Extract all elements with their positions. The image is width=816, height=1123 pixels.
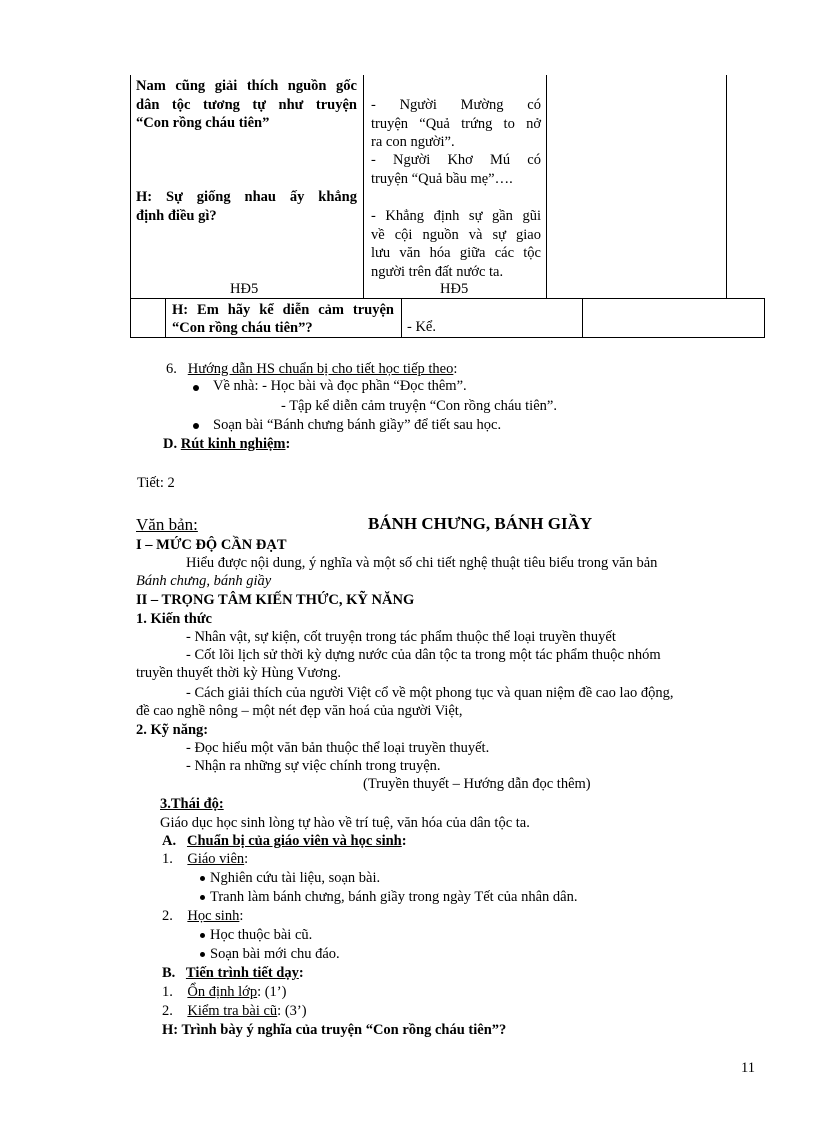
guide-item-home-2: - Tập kể diễn cảm truyện “Con rồng cháu tiên”.	[281, 398, 557, 414]
bullet-icon	[200, 933, 205, 938]
text-label: Văn bản:	[136, 515, 198, 534]
lesson-number: Tiết: 2	[137, 475, 175, 491]
table-border	[130, 298, 765, 299]
table-border	[401, 298, 402, 338]
review-question: H: Trình bày ý nghĩa của truyện “Con rồng cháu tiên”?	[162, 1022, 507, 1038]
activity-label: HĐ5	[440, 281, 469, 297]
table-cell-question-1: Nam cũng giải thích nguồn gốc dân tộc tương tự như truyện “Con rồng cháu tiên”	[136, 78, 357, 131]
teacher-item: Nghiên cứu tài liệu, soạn bài.	[210, 870, 381, 886]
table-cell-answer-1: - Người Mường có truyện “Quả trứng to nở ra con người”.	[371, 97, 541, 150]
skills-item: - Nhận ra những sự việc chính trong truyện.	[186, 758, 441, 774]
table-border	[546, 75, 547, 299]
step-1: 1. Ổn định lớp: (1’)	[162, 984, 287, 1000]
section-1-text-italic: Bánh chưng, bánh giầy	[136, 573, 272, 589]
table-border	[130, 298, 131, 338]
table-border	[764, 298, 765, 338]
knowledge-heading: 1. Kiến thức	[136, 611, 212, 627]
activity-label: HĐ5	[230, 281, 259, 297]
section-1-text: Hiểu được nội dung, ý nghĩa và một số chi tiết nghệ thuật tiêu biểu trong văn bản	[186, 555, 658, 571]
part-a-heading: A. Chuẩn bị của giáo viên và học sinh:	[162, 833, 407, 849]
bullet-icon	[193, 423, 199, 429]
table-border	[363, 75, 364, 299]
teacher-item: Tranh làm bánh chưng, bánh giầy trong ngày Tết của nhân dân.	[210, 889, 578, 905]
table-cell-answer-2: - Người Khơ Mú có truyện “Quả bầu mẹ”….	[371, 152, 541, 187]
table-cell-answer-4: - Kể.	[407, 319, 436, 335]
table-cell-answer-3: - Khẳng định sự gần gũi về cội nguồn và sự giao lưu văn hóa giữa các tộc người trên đất nước ta.	[371, 208, 541, 280]
genre-note: (Truyền thuyết – Hướng dẫn đọc thêm)	[363, 776, 591, 792]
table-border	[130, 75, 131, 299]
knowledge-item: - Nhân vật, sự kiện, cốt truyện trong tác phẩm thuộc thể loại truyền thuyết	[186, 629, 616, 645]
bullet-icon	[193, 385, 199, 391]
knowledge-item: truyền thuyết thời kỳ Hùng Vương.	[136, 665, 341, 681]
student-heading: 2. Học sinh:	[162, 908, 244, 924]
knowledge-item: - Cốt lõi lịch sử thời kỳ dựng nước của dân tộc ta trong một tác phẩm thuộc nhóm	[186, 647, 661, 663]
page-number: 11	[741, 1060, 755, 1076]
teacher-heading: 1. Giáo viên:	[162, 851, 249, 867]
table-border	[130, 337, 765, 338]
section-1-heading: I – MỨC ĐỘ CẦN ĐẠT	[136, 537, 287, 553]
section-2-heading: II – TRỌNG TÂM KIẾN THỨC, KỸ NĂNG	[136, 592, 415, 608]
page-title: BÁNH CHƯNG, BÁNH GIẦY	[368, 514, 593, 533]
table-border	[165, 298, 166, 338]
skills-heading: 2. Kỹ năng:	[136, 722, 209, 738]
table-border	[582, 298, 583, 338]
skills-item: - Đọc hiểu một văn bản thuộc thể loại truyền thuyết.	[186, 740, 490, 756]
bullet-icon	[200, 895, 205, 900]
rkn-heading: D. Rút kinh nghiệm:	[163, 436, 291, 452]
student-item: Học thuộc bài cũ.	[210, 927, 313, 943]
knowledge-item: - Cách giải thích của người Việt cổ về một phong tục và quan niệm đề cao lao động,	[186, 685, 674, 701]
attitude-text: Giáo dục học sinh lòng tự hào về trí tuệ, văn hóa của dân tộc ta.	[160, 815, 530, 831]
guide-heading: 6. Hướng dẫn HS chuẩn bị cho tiết học tiếp theo:	[166, 361, 458, 377]
guide-item-prepare: Soạn bài “Bánh chưng bánh giầy” để tiết sau học.	[213, 417, 502, 433]
attitude-heading: 3.Thái độ:	[160, 796, 224, 812]
student-item: Soạn bài mới chu đáo.	[210, 946, 340, 962]
bullet-icon	[200, 952, 205, 957]
table-cell-question-2: H: Sự giống nhau ấy khẳng định điều gì?	[136, 189, 357, 224]
table-border	[726, 75, 727, 299]
guide-item-home: Về nhà: - Học bài và đọc phần “Đọc thêm”.	[213, 378, 467, 394]
bullet-icon	[200, 876, 205, 881]
part-b-heading: B. Tiến trình tiết dạy:	[162, 965, 304, 981]
knowledge-item: đề cao nghề nông – một nét đẹp văn hoá của người Việt,	[136, 703, 463, 719]
table-cell-question-3: H: Em hãy kể diễn cảm truyện “Con rồng cháu tiên”?	[172, 302, 394, 336]
step-2: 2. Kiểm tra bài cũ: (3’)	[162, 1003, 307, 1019]
